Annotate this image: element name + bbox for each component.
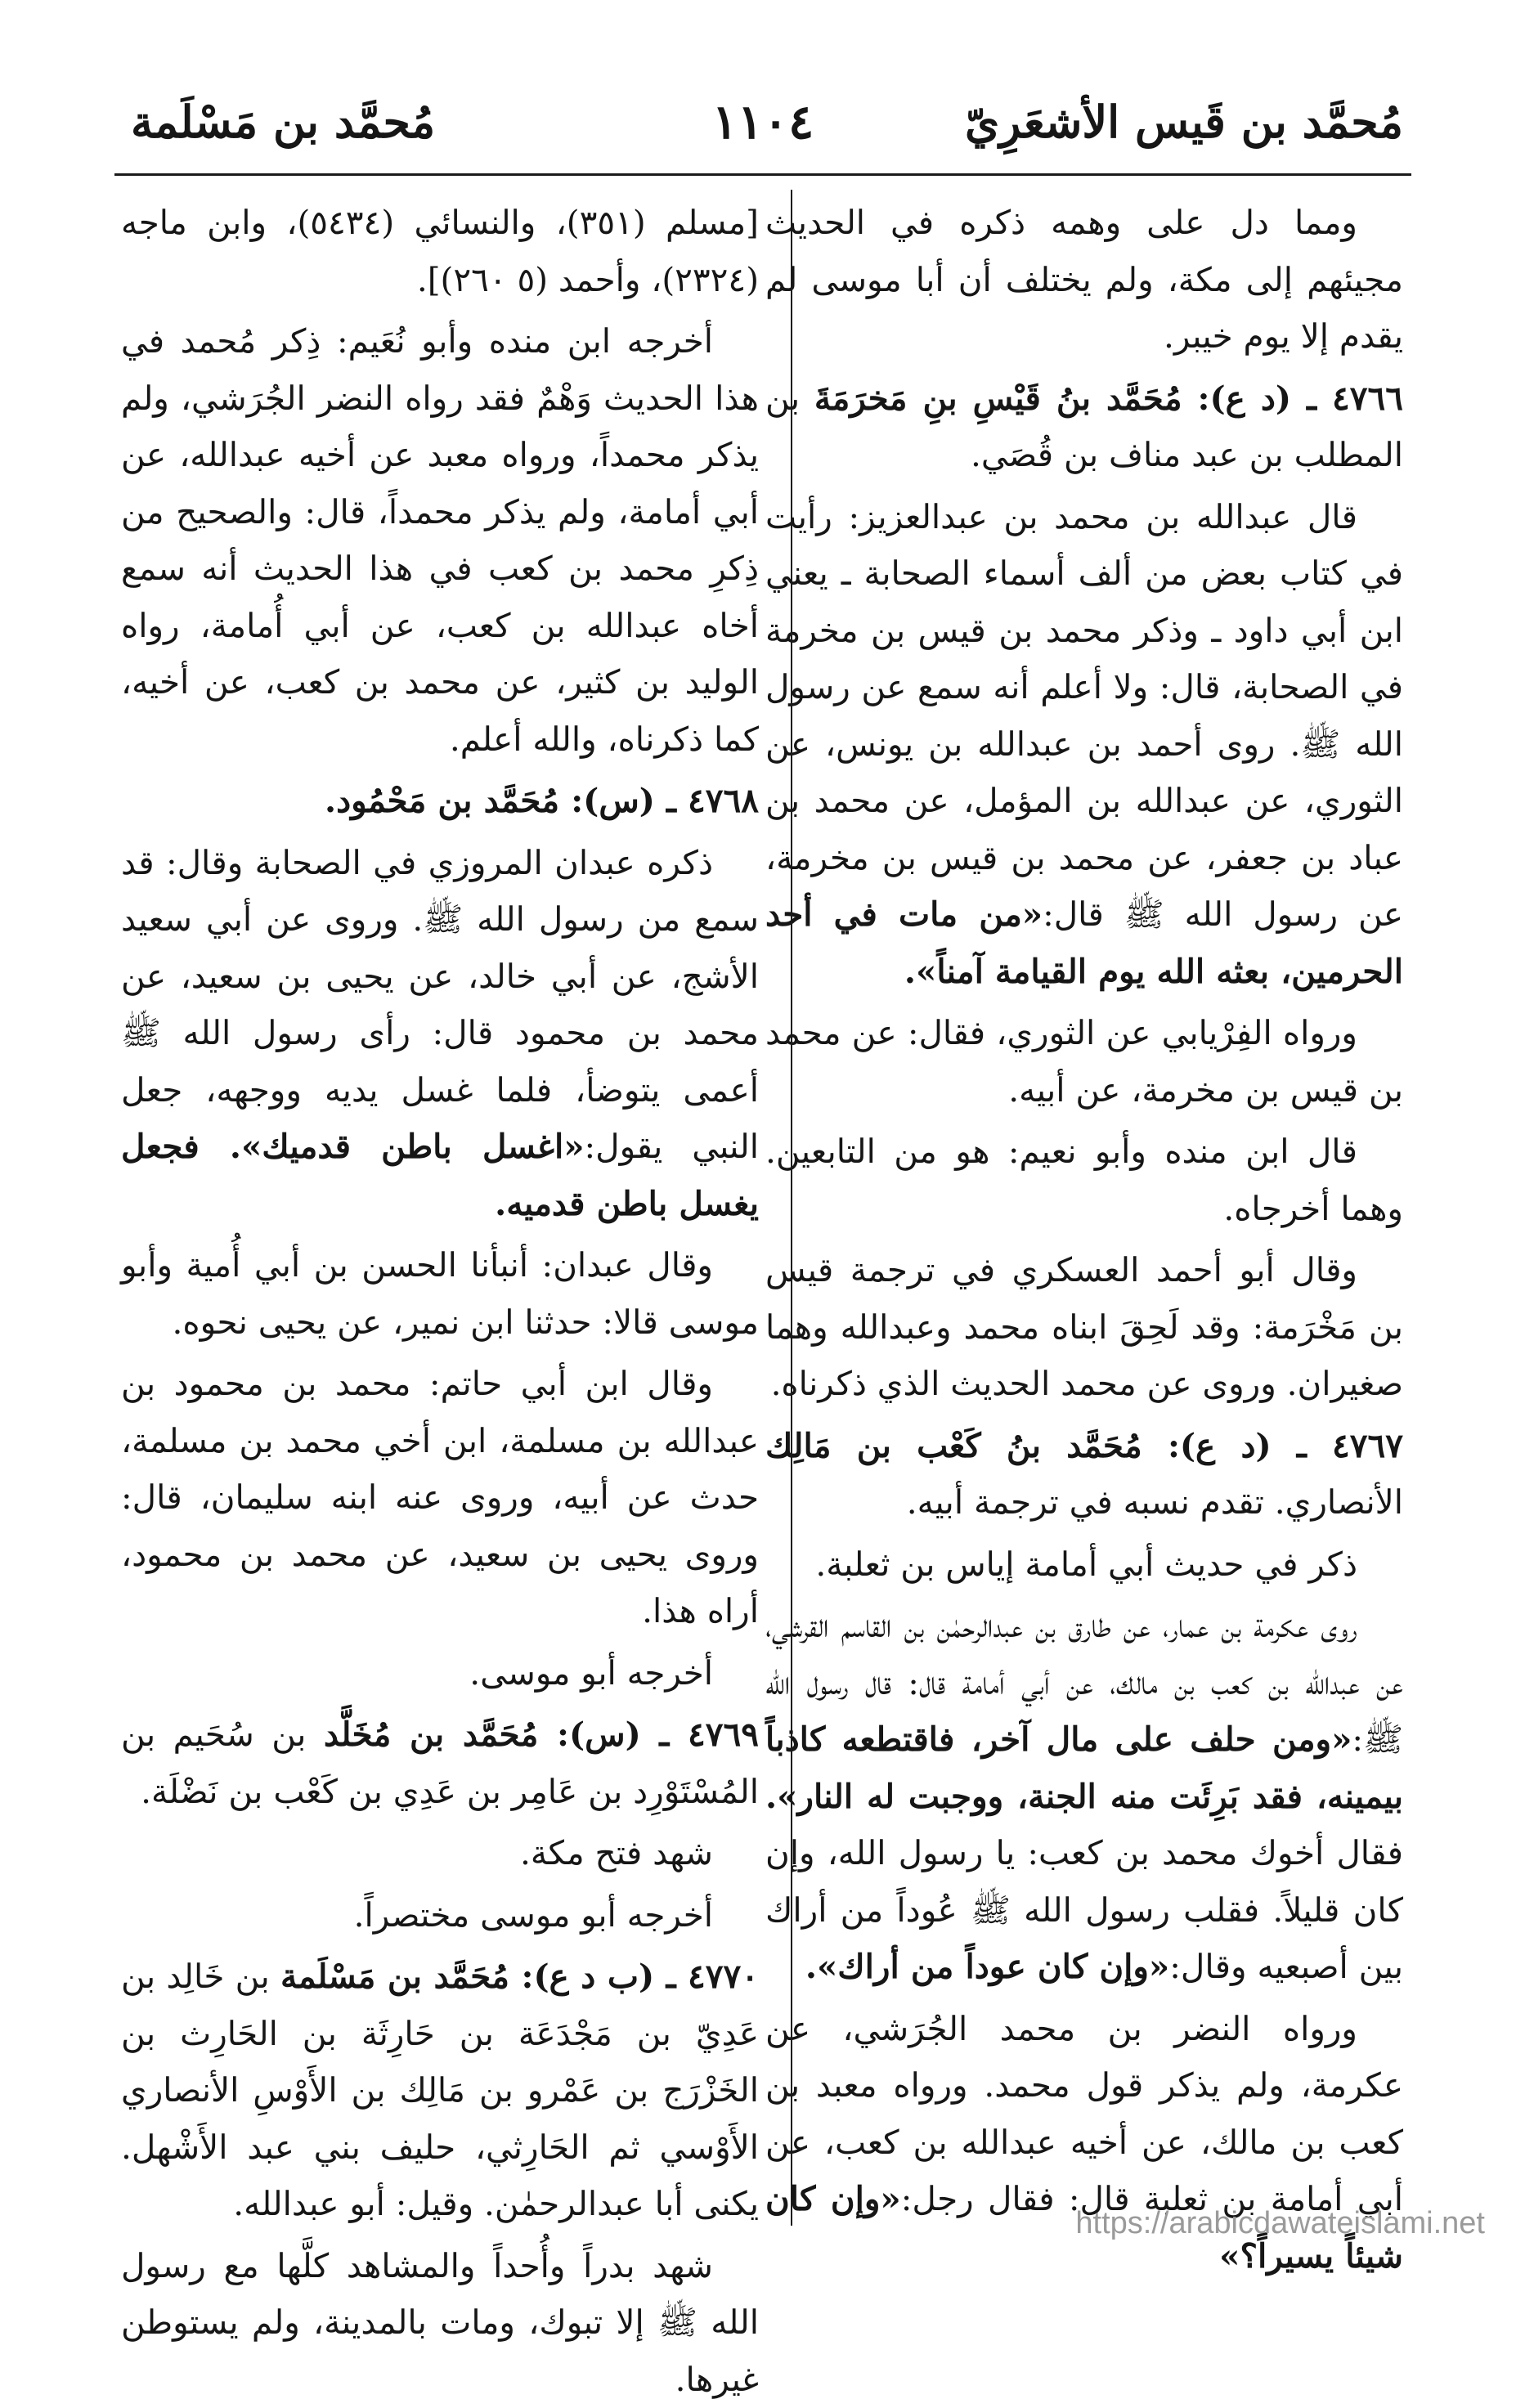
entry-number-name: ٤٧٦٩ ـ (س): مُحَمَّد بن مُخَلَّد xyxy=(324,1715,759,1754)
paragraph-text: الأنصاري. تقدم نسبه في ترجمة أبيه. xyxy=(907,1482,1403,1522)
text-paragraph xyxy=(121,835,759,1233)
running-title-left: مُحمَّد بن مَسْلَمة xyxy=(131,93,435,150)
hadith-quote-2: «وإن كان عوداً من أراك». xyxy=(805,1947,1169,1986)
header-rule xyxy=(114,173,1411,176)
paragraph-text: أخرجه ابن منده وأبو نُعَيم: ذِكر مُحمد في هذا الحديث وَهْمٌ فقد رواه النضر الجُرَشي، ولم يذكر محمداً، ورواه معبد عن أخيه عبدالله، عن أبي أمامة، ولم يذكر محمداً، قال: والصحيح من ذِكرِ محمد بن كعب في هذا الحديث أنه سمع أخاه عبدالله بن كعب، عن أبي أُمامة، رواه الوليد بن كثير، عن محمد بن كعب، عن أخيه، كما ذكرناه، والله أعلم. xyxy=(121,321,759,759)
entry-heading-paragraph xyxy=(765,1418,1403,1531)
text-paragraph xyxy=(121,2238,759,2408)
hadith-quote: «اغسل باطن قدميك». فجعل يغسل باطن قدميه. xyxy=(121,1127,759,1223)
paragraph-text: أخرجه أبو موسى مختصراً. xyxy=(354,1895,713,1935)
text-paragraph xyxy=(765,195,1403,365)
entry-number-name: ٤٧٦٧ ـ (د ع): مُحَمَّد بنُ كَعْب بن مَالِك xyxy=(765,1426,1403,1465)
hadith-quote: «من مات في أحد الحرمين، بعثه الله يوم القيامة آمناً». xyxy=(765,895,1403,991)
text-paragraph xyxy=(765,489,1403,1001)
paragraph-text: قال عبدالله بن محمد بن عبدالعزيز: رأيت في كتاب بعض من ألف أسماء الصحابة ـ يعني ابن أبي داود ـ وذكر محمد بن قيس بن مخرمة في الصحابة، قال: ولا أعلم أنه سمع عن رسول الله ﷺ. روى أحمد بن عبدالله بن يونس، عن الثوري، عن عبدالله بن المؤمل، عن محمد بن عباد بن جعفر، عن محمد بن قيس بن مخرمة، عن رسول الله ﷺ قال: xyxy=(765,497,1403,935)
paragraph-text: وقال أبو أحمد العسكري في ترجمة قيس بن مَخْرَمة: وقد لَحِقَ ابناه محمد وعبدالله وهما صغيران. وروى عن محمد الحديث الذي ذكرناه. xyxy=(765,1250,1403,1403)
text-paragraph xyxy=(121,313,759,768)
paragraph-text: ذكره عبدان المروزي في الصحابة وقال: قد سمع من رسول الله ﷺ. وروى عن أبي سعيد الأشج، عن أبي خالد، عن يحيى بن سعيد، عن محمد بن محمود قال: رأى رسول الله ﷺ أعمى يتوضأ، فلما غسل يديه ووجهه، جعل النبي يقول: xyxy=(121,843,759,1167)
entry-number-name: ٤٧٧٠ ـ (ب د ع): مُحَمَّد بن مَسْلَمة xyxy=(280,1957,759,1996)
entry-heading-paragraph xyxy=(121,1948,759,2233)
text-paragraph xyxy=(765,2001,1403,2285)
paragraph-text: بن المطلب بن عبد مناف بن قُصَي. xyxy=(765,379,1403,475)
paragraph-text-cont: فقال أخوك محمد بن كعب: يا رسول الله، وإن كان قليلاً. فقلب رسول الله ﷺ عُوداً من أراك بين أصبعيه وقال: xyxy=(765,1833,1403,1986)
text-paragraph xyxy=(765,1536,1403,1594)
paragraph-text: ومما دل على وهمه ذكره في الحديث مجيئهم إلى مكة، ولم يختلف أن أبا موسى لم يقدم إلا يوم خيبر. xyxy=(765,203,1403,356)
paragraph-text: ذكر في حديث أبي أمامة إياس بن ثعلبة. xyxy=(815,1545,1357,1584)
text-paragraph xyxy=(121,1356,759,1640)
entry-number-name: ٤٧٦٨ ـ (س): مُحَمَّد بن مَحْمُود. xyxy=(325,781,759,820)
entry-heading-paragraph xyxy=(765,370,1403,484)
text-paragraph xyxy=(121,1645,759,1702)
text-paragraph xyxy=(765,1598,1403,1996)
paragraph-text: أخرجه أبو موسى. xyxy=(469,1653,713,1693)
paragraph-text: بن سُحَيم بن المُسْتَوْرِد بن عَامِر بن عَدِي بن كَعْب بن نَضْلَة. xyxy=(121,1715,759,1811)
running-title-right: مُحمَّد بن قَيس الأشعَرِيّ xyxy=(965,93,1403,150)
paragraph-text: وقال عبدان: أنبأنا الحسن بن أبي أُمية وأبو موسى قالا: حدثنا ابن نمير، عن يحيى نحوه. xyxy=(121,1245,759,1342)
page-number: ١١٠٤ xyxy=(712,93,814,150)
text-paragraph xyxy=(121,1237,759,1351)
paragraph-text: وقال ابن أبي حاتم: محمد بن محمود بن عبدالله بن مسلمة، ابن أخي محمد بن مسلمة، حدث عن أبيه، وروى عنه ابنه سليمان، قال: وروى يحيى بن سعيد، عن محمد بن محمود، أراه هذا. xyxy=(121,1364,759,1630)
text-paragraph xyxy=(121,1825,759,1882)
paragraph-text: ورواه النضر بن محمد الجُرَشي، عن عكرمة، ولم يذكر قول محمد. ورواه معبد بن كعب بن مالك، عن أخيه عبدالله بن كعب، عن أبي أمامة بن ثعلبة قال: فقال رجل: xyxy=(765,2009,1403,2219)
entry-heading-paragraph xyxy=(121,1706,759,1820)
text-paragraph xyxy=(765,1242,1403,1413)
page-header xyxy=(114,78,1411,160)
paragraph-text: بن خَالِد بن عَدِيّ بن مَجْدَعَة بن حَارِثَة بن الحَارِث بن الخَزْرَج بن عَمْرو بن مَالِك بن الأَوْسِ الأنصاري الأَوْسي ثم الحَارِثي، حليف بني عبد الأَشْهل. يكنى أبا عبدالرحمٰن. وقيل: أبو عبدالله. xyxy=(121,1957,759,2223)
hadith-quote: «وإن كان شيئاً يسيراً؟» xyxy=(765,2179,1403,2276)
paragraph-text: ورواه الفِرْيابي عن الثوري، فقال: عن محمد بن قيس بن مخرمة، عن أبيه. xyxy=(765,1013,1403,1110)
paragraph-text: قال ابن منده وأبو نعيم: هو من التابعين. وهما أخرجاه. xyxy=(765,1132,1403,1228)
text-paragraph xyxy=(121,1887,759,1944)
entry-number-name: ٤٧٦٦ ـ (د ع): مُحَمَّد بنُ قَيْسِ بنِ مَخرَمَةَ xyxy=(814,379,1403,418)
entry-heading-paragraph xyxy=(121,773,759,830)
paragraph-text: [مسلم (٣٥١)، والنسائي (٥٤٣٤)، وابن ماجه (٢٣٢٤)، وأحمد (٥ ٢٦٠)]. xyxy=(121,203,759,299)
text-paragraph xyxy=(765,1123,1403,1237)
left-column xyxy=(121,195,759,2206)
column-divider xyxy=(791,190,792,2226)
paragraph-text: شهد بدراً وأُحداً والمشاهد كلَّها مع رسول الله ﷺ إلا تبوك، ومات بالمدينة، ولم يستوطن غيرها. xyxy=(121,2246,759,2399)
paragraph-text: روى عكرمة بن عمار، عن طارق بن عبدالرحمٰن بن القاسم القرشي، عن عبدالله بن كعب بن مالك، عن أبي أمامة قال: قال رسول الله ﷺ: xyxy=(765,1606,1403,1759)
text-paragraph xyxy=(765,1005,1403,1119)
paragraph-text: شهد فتح مكة. xyxy=(520,1833,713,1872)
hadith-quote: «ومن حلف على مال آخر، فاقتطعه كاذباً بيمينه، فقد بَرِئَت منه الجنة، ووجبت له النار». xyxy=(765,1720,1403,1816)
text-paragraph xyxy=(121,195,759,308)
watermark-url: https://arabicdawateislami.net xyxy=(1075,2206,1485,2241)
right-column xyxy=(765,195,1403,2206)
